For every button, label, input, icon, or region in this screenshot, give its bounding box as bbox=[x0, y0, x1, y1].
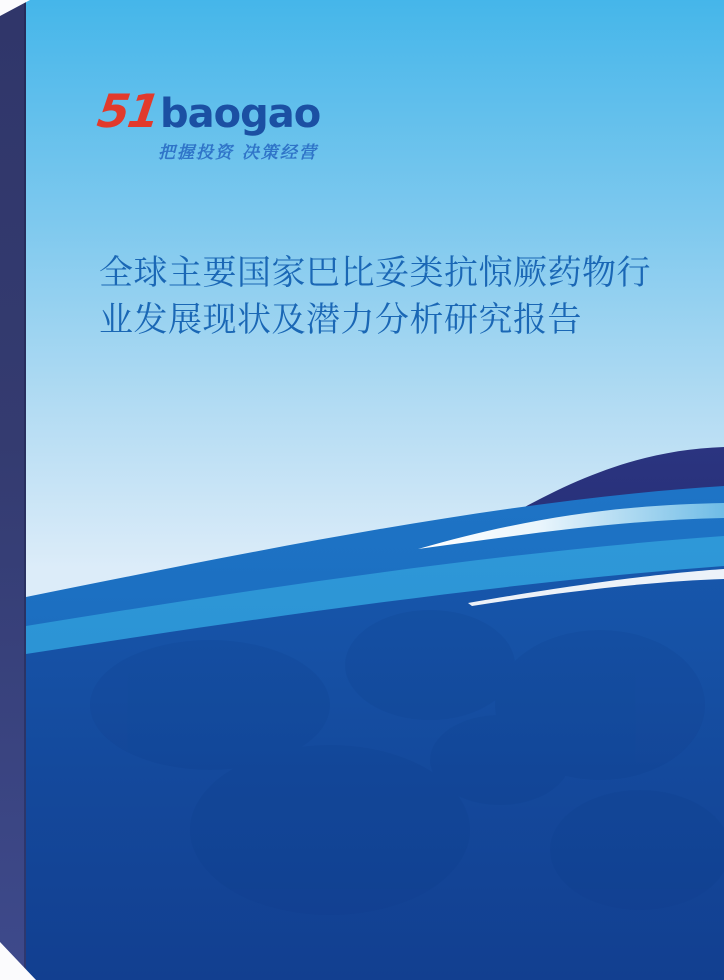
logo-tagline: 把握投资 决策经营 bbox=[158, 143, 318, 163]
logo-wordmark: baogao bbox=[160, 91, 321, 137]
report-title-line2: 业发展现状及潜力分析研究报告 bbox=[99, 300, 582, 340]
report-title-line1: 全球主要国家巴比妥类抗惊厥药物行 bbox=[99, 253, 651, 293]
brand-logo bbox=[94, 84, 321, 163]
book-spine bbox=[0, 0, 26, 980]
logo-number: 51 bbox=[94, 84, 162, 138]
book-spine-edge bbox=[24, 0, 26, 980]
report-title bbox=[99, 250, 679, 344]
brand-logo-wordmark-row bbox=[94, 84, 321, 138]
